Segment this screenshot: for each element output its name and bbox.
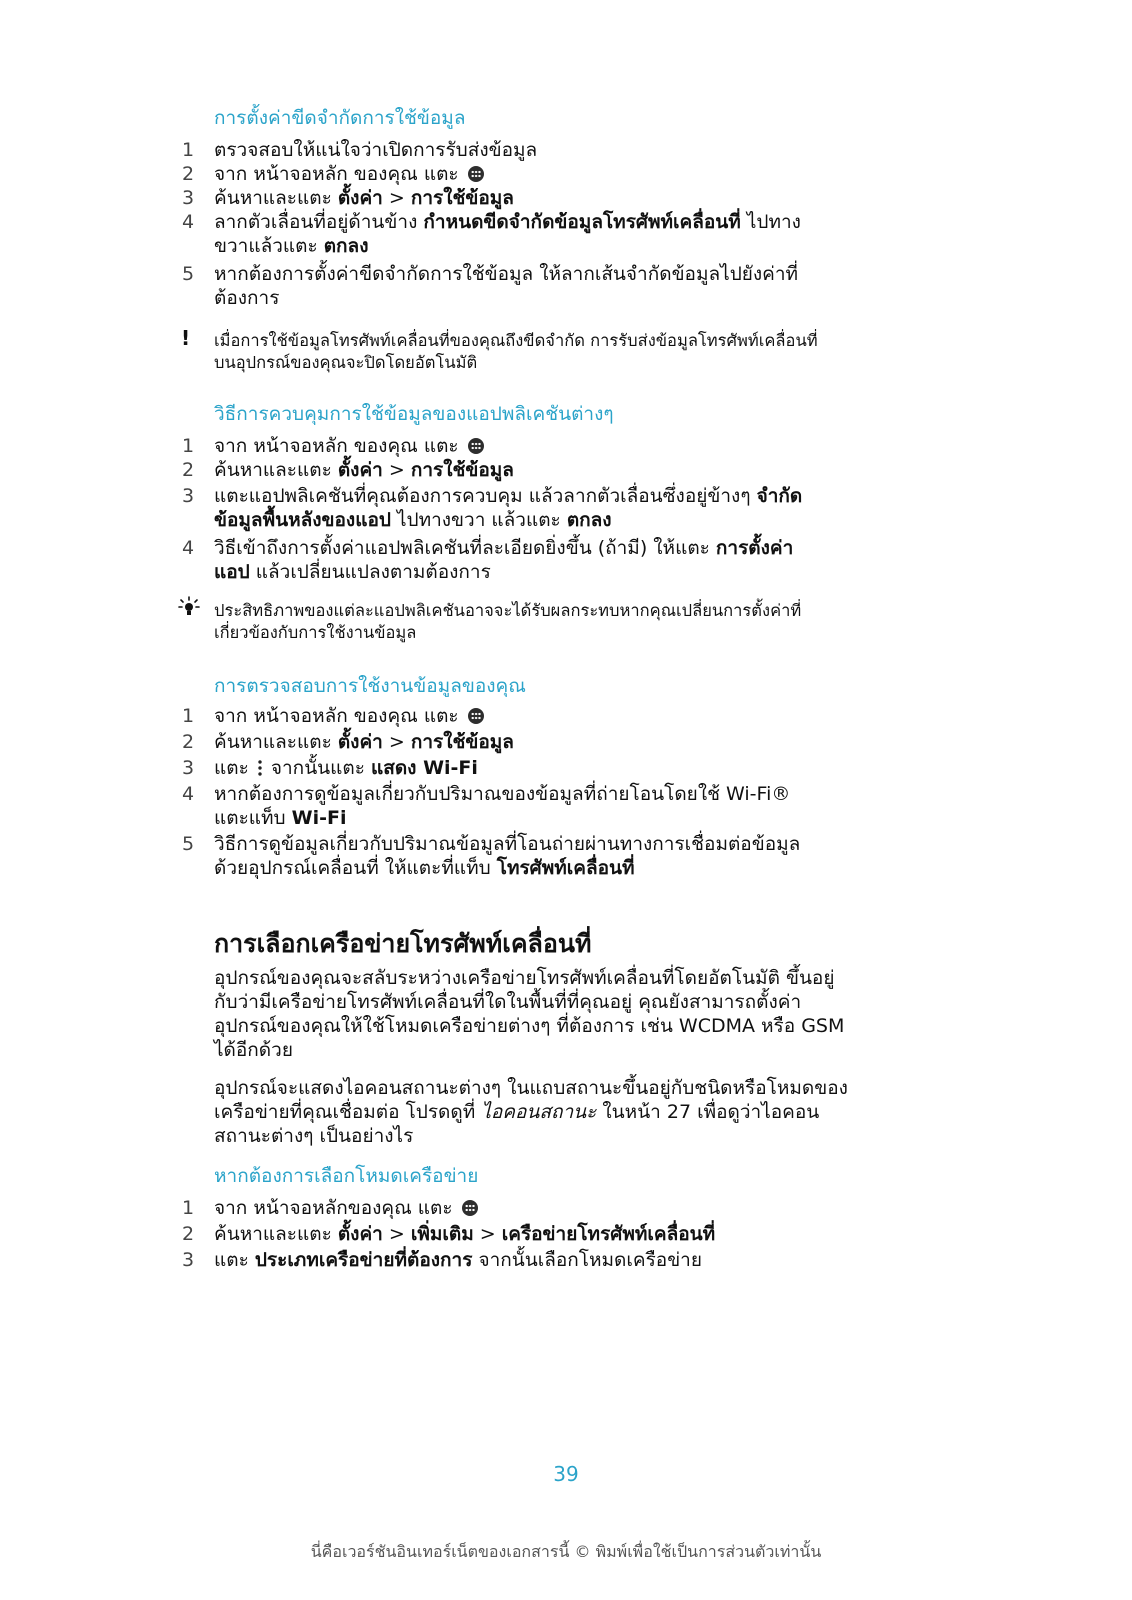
step-text: [214, 1196, 478, 1220]
step-number: 5: [182, 263, 195, 285]
warning-icon: !: [181, 326, 191, 350]
step-continuation: [214, 806, 347, 830]
ui-label-ok: ตกลง: [323, 235, 369, 257]
step-number: 3: [182, 757, 195, 779]
separator: >: [473, 1223, 502, 1245]
step-text-part: ค้นหาและแตะ: [214, 1223, 338, 1245]
paragraph-line: อุปกรณ์จะแสดงไอคอนสถานะต่างๆ ในแถบสถานะขึ้นอยู่กับชนิดหรือโหมดของ: [214, 1077, 848, 1099]
apps-grid-icon: [468, 708, 484, 724]
step-number: 2: [182, 731, 195, 753]
ui-label-settings: ตั้งค่า: [337, 1223, 383, 1245]
step-text-part: จากนั้นแตะ: [264, 757, 371, 779]
ui-label-network-type: ประเภทเครือข่ายที่ต้องการ: [254, 1249, 473, 1271]
page-heading: การเลือกเครือข่ายโทรศัพท์เคลื่อนที่: [214, 929, 592, 958]
step-text-part: ค้นหาและแตะ: [214, 459, 338, 481]
step-text: [214, 1222, 715, 1246]
paragraph-line: [214, 1100, 819, 1124]
step-text: [214, 458, 514, 482]
step-text-part: จาก หน้าจอหลัก ของคุณ แตะ: [214, 705, 465, 727]
lightbulb-icon: [178, 596, 200, 618]
step-number: 2: [182, 459, 195, 481]
ui-label-show-wifi: แสดง Wi-Fi: [371, 757, 478, 779]
step-text: [214, 210, 801, 234]
ui-label-restrict: จำกัด: [756, 485, 803, 507]
ui-label-set-limit: กำหนดขีดจำกัดข้อมูลโทรศัพท์เคลื่อนที่: [423, 211, 741, 233]
ui-label-mobile-tab: โทรศัพท์เคลื่อนที่: [496, 857, 635, 879]
separator: >: [382, 459, 411, 481]
section-title-check-usage: การตรวจสอบการใช้งานข้อมูลของคุณ: [214, 675, 526, 697]
step-number: 3: [182, 485, 195, 507]
step-text-part: วิธีเข้าถึงการตั้งค่าแอปพลิเคชันที่ละเอียดยิ่งขึ้น (ถ้ามี) ให้แตะ: [214, 537, 716, 559]
ui-label-data-usage: การใช้ข้อมูล: [410, 187, 514, 209]
separator: >: [382, 1223, 411, 1245]
footer-note: นี่คือเวอร์ชันอินเทอร์เน็ตของเอกสารนี้ © พิมพ์เพื่อใช้เป็นการส่วนตัวเท่านั้น: [310, 1542, 822, 1561]
step-text: หากต้องการตั้งค่าขีดจำกัดการใช้ข้อมูล ให้ลากเส้นจำกัดข้อมูลไปยังค่าที่: [214, 263, 799, 285]
ui-label-settings: ตั้งค่า: [337, 731, 383, 753]
note-line: เมื่อการใช้ข้อมูลโทรศัพท์เคลื่อนที่ของคุณถึงขีดจำกัด การรับส่งข้อมูลโทรศัพท์เคลื่อนที่: [214, 331, 818, 350]
step-number: 1: [182, 435, 195, 457]
step-text-part: จาก หน้าจอหลักของคุณ แตะ: [214, 1197, 459, 1219]
step-text-part: แตะ: [214, 757, 255, 779]
step-text: [214, 536, 793, 560]
step-continuation: [214, 856, 635, 880]
ui-label-data-usage: การใช้ข้อมูล: [410, 459, 514, 481]
text-part: เครือข่ายที่คุณเชื่อมต่อ โปรดดูที่: [214, 1101, 482, 1123]
step-text: [214, 730, 514, 754]
step-text-part: ค้นหาและแตะ: [214, 187, 338, 209]
step-text: [214, 484, 802, 508]
ui-label-app-settings: การตั้งค่า: [715, 537, 794, 559]
step-text: [214, 434, 484, 458]
step-number: 1: [182, 705, 195, 727]
separator: >: [382, 187, 411, 209]
ui-label-app: แอป: [214, 561, 250, 583]
page-number: 39: [553, 1462, 579, 1486]
step-number: 1: [182, 139, 195, 161]
step-number: 3: [182, 187, 195, 209]
ui-label-settings: ตั้งค่า: [337, 459, 383, 481]
ui-label-more: เพิ่มเติม: [410, 1223, 474, 1245]
step-text-part: แตะแอปพลิเคชันที่คุณต้องการควบคุม แล้วลากตัวเลื่อนซึ่งอยู่ข้างๆ: [214, 485, 757, 507]
step-text-part: จาก หน้าจอหลัก ของคุณ แตะ: [214, 435, 465, 457]
step-number: 2: [182, 163, 195, 185]
separator: >: [382, 731, 411, 753]
ui-label-wifi-tab: Wi-Fi: [291, 807, 347, 829]
step-continuation: [214, 560, 491, 584]
tip-line: เกี่ยวข้องกับการใช้งานข้อมูล: [214, 623, 417, 642]
step-number: 4: [182, 537, 195, 559]
tip-line: ประสิทธิภาพของแต่ละแอปพลิเคชันอาจจะได้รับผลกระทบหากคุณเปลี่ยนการตั้งค่าที่: [214, 601, 802, 620]
ui-label-settings: ตั้งค่า: [337, 187, 383, 209]
step-text: วิธีการดูข้อมูลเกี่ยวกับปริมาณข้อมูลที่โอนถ่ายผ่านทางการเชื่อมต่อข้อมูล: [214, 833, 801, 855]
step-number: 3: [182, 1249, 195, 1271]
step-number: 4: [182, 783, 195, 805]
section-title-app-data: วิธีการควบคุมการใช้ข้อมูลของแอปพลิเคชันต่างๆ: [214, 403, 614, 425]
step-text: [214, 162, 484, 186]
paragraph-line: อุปกรณ์ของคุณให้ใช้โหมดเครือข่ายต่างๆ ที่ต้องการ เช่น WCDMA หรือ GSM: [214, 1015, 845, 1037]
step-text-part: ขวาแล้วแตะ: [214, 235, 324, 257]
apps-grid-icon: [468, 438, 484, 454]
cross-reference-link[interactable]: ไอคอนสถานะ: [481, 1101, 597, 1123]
step-text: [214, 186, 514, 210]
ui-label-mobile-networks: เครือข่ายโทรศัพท์เคลื่อนที่: [501, 1223, 716, 1245]
paragraph-line: กับว่ามีเครือข่ายโทรศัพท์เคลื่อนที่ใดในพื้นที่ที่คุณอยู่ คุณยังสามารถตั้งค่า: [214, 991, 802, 1013]
paragraph-line: อุปกรณ์ของคุณจะสลับระหว่างเครือข่ายโทรศัพท์เคลื่อนที่โดยอัตโนมัติ ขึ้นอยู่: [214, 967, 835, 989]
step-number: 4: [182, 211, 195, 233]
step-text-part: ลากตัวเลื่อนที่อยู่ด้านข้าง: [214, 211, 424, 233]
step-text-part: จากนั้นเลือกโหมดเครือข่าย: [472, 1249, 702, 1271]
step-text: ตรวจสอบให้แน่ใจว่าเปิดการรับส่งข้อมูล: [214, 139, 538, 161]
step-text-part: ไปทาง: [740, 211, 801, 233]
step-text-part: แล้วเปลี่ยนแปลงตามต้องการ: [249, 561, 491, 583]
ui-label-ok: ตกลง: [566, 509, 612, 531]
step-text: [214, 756, 478, 780]
ui-label-background-data: ข้อมูลพื้นหลังของแอป: [214, 509, 391, 531]
note-line: บนอุปกรณ์ของคุณจะปิดโดยอัตโนมัติ: [214, 353, 478, 372]
section-title-data-limit: การตั้งค่าขีดจำกัดการใช้ข้อมูล: [214, 107, 466, 129]
paragraph-line: สถานะต่างๆ เป็นอย่างไร: [214, 1125, 414, 1147]
step-text: [214, 704, 484, 728]
step-text: [214, 1248, 702, 1272]
step-number: 5: [182, 833, 195, 855]
paragraph-line: ได้อีกด้วย: [214, 1039, 293, 1061]
step-text-part: แตะ: [214, 1249, 255, 1271]
more-options-icon: [258, 759, 262, 777]
step-continuation: [214, 234, 368, 258]
step-text: หากต้องการดูข้อมูลเกี่ยวกับปริมาณของข้อมูลที่ถ่ายโอนโดยใช้ Wi-Fi®: [214, 783, 791, 805]
step-text-part: ด้วยอุปกรณ์เคลื่อนที่ ให้แตะที่แท็บ: [214, 857, 497, 879]
step-text-part: ค้นหาและแตะ: [214, 731, 338, 753]
step-number: 1: [182, 1197, 195, 1219]
apps-grid-icon: [468, 166, 484, 182]
ui-label-data-usage: การใช้ข้อมูล: [410, 731, 514, 753]
step-continuation: ต้องการ: [214, 287, 280, 309]
section-title-network-mode: หากต้องการเลือกโหมดเครือข่าย: [214, 1165, 479, 1187]
step-text-part: แตะแท็บ: [214, 807, 292, 829]
step-number: 2: [182, 1223, 195, 1245]
text-part: ในหน้า 27 เพื่อดูว่าไอคอน: [596, 1101, 820, 1123]
step-continuation: [214, 508, 612, 532]
step-text-part: ไปทางขวา แล้วแตะ: [390, 509, 567, 531]
apps-grid-icon: [462, 1200, 478, 1216]
step-text-part: จาก หน้าจอหลัก ของคุณ แตะ: [214, 163, 465, 185]
